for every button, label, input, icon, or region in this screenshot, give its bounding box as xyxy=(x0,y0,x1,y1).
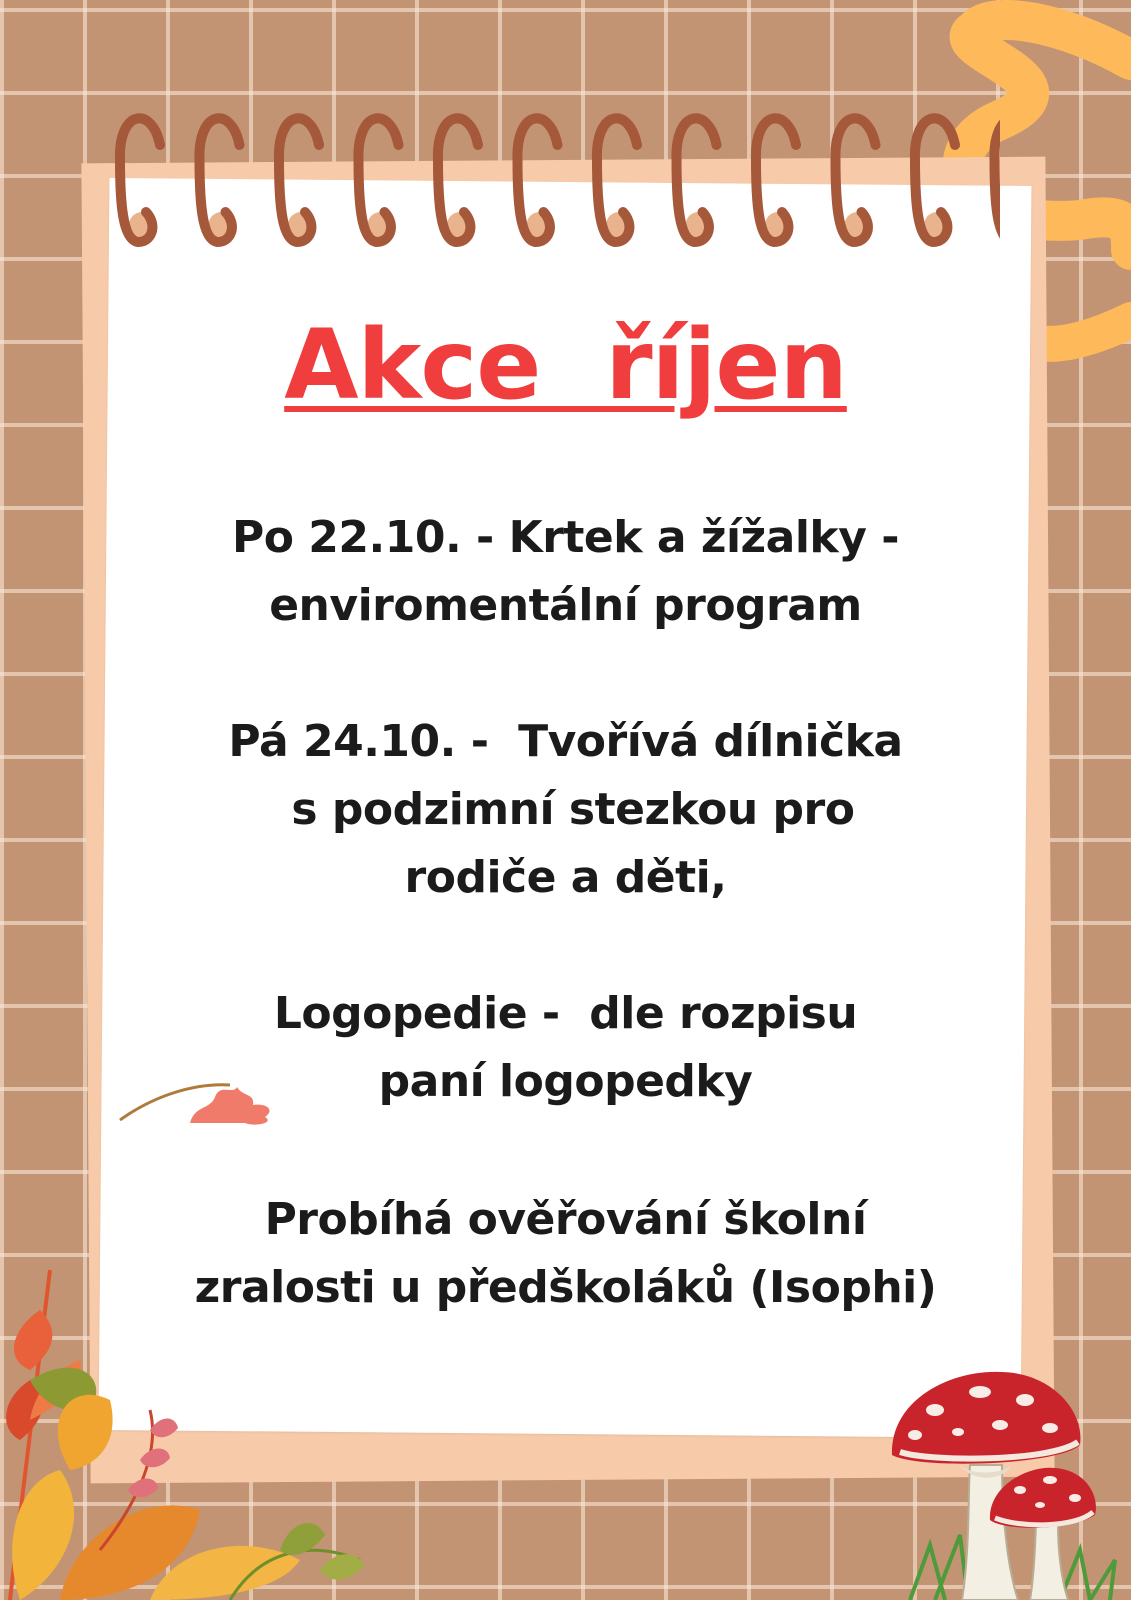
spiral-ring xyxy=(994,118,1000,242)
spiral-ring xyxy=(835,118,875,242)
page-title: Akce říjen xyxy=(284,309,847,421)
spiral-ring xyxy=(279,118,319,242)
spiral-ring xyxy=(915,118,955,242)
autumn-leaves-icon xyxy=(0,1250,380,1600)
spiral-ring xyxy=(517,118,557,242)
event-3-line-2: paní logopedky xyxy=(378,1056,753,1107)
mushroom-icon xyxy=(890,1370,1131,1600)
falling-leaf-icon xyxy=(115,1075,305,1135)
event-1-line-2: enviromentální program xyxy=(269,580,862,631)
event-2-line-3: rodiče a děti, xyxy=(404,852,727,903)
spiral-ring xyxy=(676,118,716,242)
spiral-ring xyxy=(438,118,478,242)
spiral-ring xyxy=(756,118,796,242)
spiral-ring xyxy=(358,118,398,242)
notebook-spiral-rings xyxy=(100,100,1000,260)
event-1-line-1: Po 22.10. - Krtek a žížalky - xyxy=(232,512,899,563)
event-4-line-1: Probíhá ověřování školní xyxy=(264,1194,867,1245)
event-2-line-2: s podzimní stezkou pro xyxy=(276,784,855,835)
spiral-ring xyxy=(597,118,637,242)
event-3-line-1: Logopedie - dle rozpisu xyxy=(273,988,858,1039)
spiral-ring xyxy=(199,118,239,242)
event-4-line-2: zralosti u předškoláků (Isophi) xyxy=(194,1262,937,1313)
event-2-line-1: Pá 24.10. - Tvořívá dílnička xyxy=(228,716,903,767)
spiral-ring xyxy=(120,118,160,242)
